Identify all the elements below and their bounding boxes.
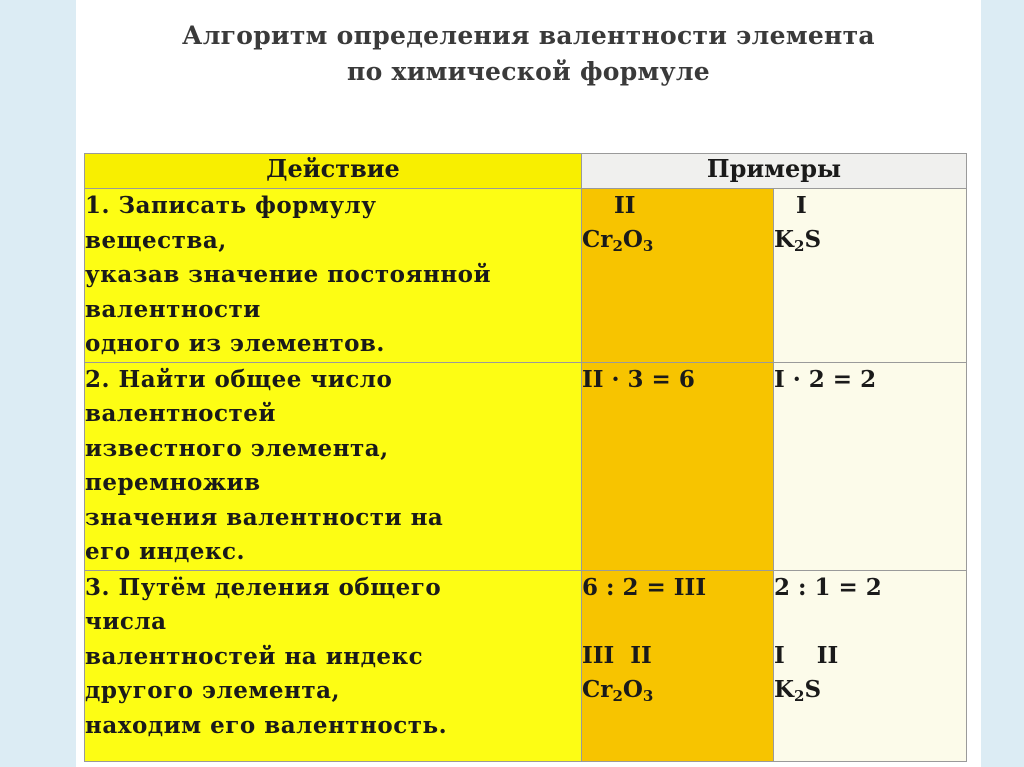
chemical-formula: $Cr_2O_3$ bbox=[582, 226, 654, 255]
chemical-formula: $K_2S$ bbox=[774, 226, 822, 255]
action-line: указав значение постоянной bbox=[85, 261, 492, 288]
action-line: находим его валентность. bbox=[85, 711, 448, 739]
slide-title bbox=[76, 18, 981, 90]
action-line: известного элемента, bbox=[85, 434, 389, 462]
action-line: валентностей bbox=[85, 400, 276, 427]
action-cell bbox=[85, 362, 582, 570]
chemical-formula: $Cr_2O_3$ bbox=[582, 675, 654, 705]
action-line: перемножив bbox=[85, 469, 261, 496]
table-row bbox=[85, 362, 967, 570]
action-line: одного из элементов. bbox=[85, 330, 385, 357]
valence-label: III II bbox=[582, 641, 652, 669]
valence-label: I II bbox=[774, 641, 839, 669]
header-action: Действие bbox=[85, 154, 582, 189]
example-cell-k2s bbox=[774, 189, 967, 363]
valence-label: II bbox=[614, 192, 636, 219]
calculation: II · 3 = 6 bbox=[582, 365, 695, 393]
header-row bbox=[85, 154, 967, 189]
action-cell bbox=[85, 189, 582, 363]
chemical-formula: $K_2S$ bbox=[774, 675, 822, 705]
action-line: 2. Найти общее число bbox=[85, 365, 393, 393]
action-line: 3. Путём деления общего bbox=[85, 573, 442, 601]
title-line-1: Алгоритм определения валентности элемента bbox=[182, 21, 875, 50]
action-line: числа bbox=[85, 608, 167, 635]
action-line: его индекс. bbox=[85, 538, 246, 565]
example-cell bbox=[582, 570, 774, 761]
action-line: вещества, bbox=[85, 226, 227, 254]
calculation: 2 : 1 = 2 bbox=[774, 573, 882, 601]
title-line-2: по химической формуле bbox=[346, 57, 711, 86]
calculation: I · 2 = 2 bbox=[774, 365, 877, 393]
example-cell bbox=[774, 362, 967, 570]
table-row bbox=[85, 570, 967, 761]
example-cell bbox=[582, 362, 774, 570]
header-examples: Примеры bbox=[582, 154, 967, 189]
action-cell bbox=[85, 570, 582, 761]
action-line: значения валентности на bbox=[85, 503, 444, 531]
algorithm-table bbox=[84, 153, 967, 762]
action-line: 1. Записать формулу bbox=[85, 192, 377, 219]
action-line: валентностей на индекс bbox=[85, 642, 424, 670]
example-cell-cr2o3 bbox=[582, 189, 774, 363]
table-row bbox=[85, 189, 967, 363]
example-cell bbox=[774, 570, 967, 761]
slide bbox=[76, 0, 981, 767]
calculation: 6 : 2 = III bbox=[582, 573, 707, 601]
action-line: другого элемента, bbox=[85, 677, 340, 704]
valence-label: I bbox=[796, 192, 807, 219]
action-line: валентности bbox=[85, 295, 261, 323]
